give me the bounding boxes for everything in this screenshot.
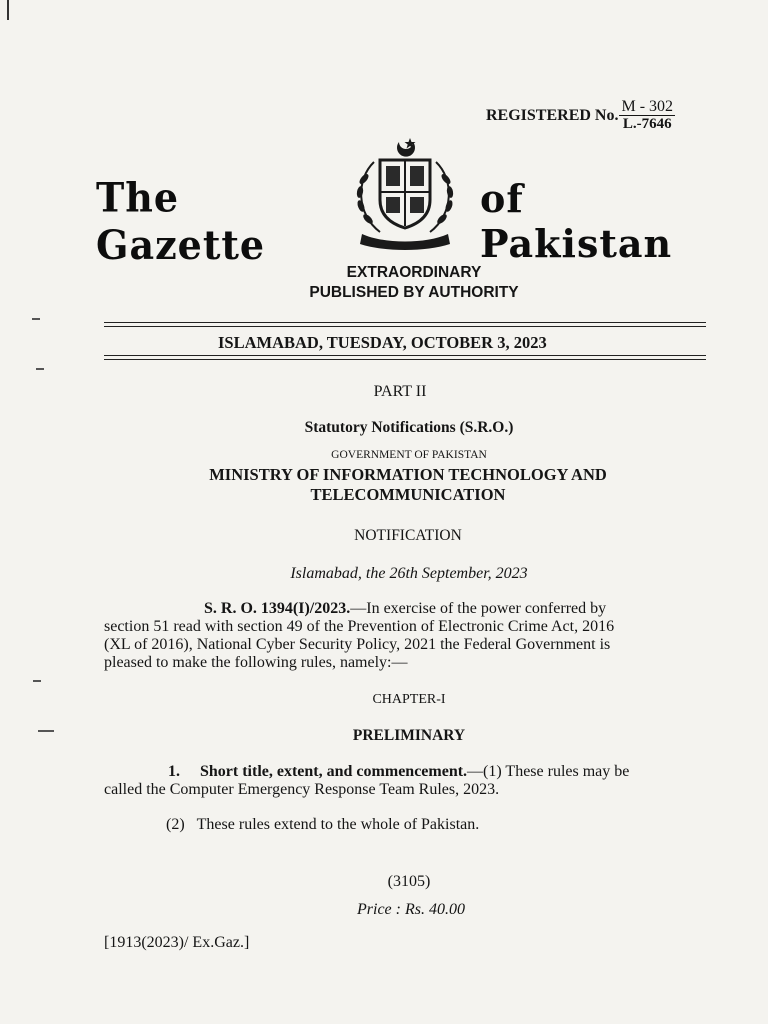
registered-number: [486, 99, 675, 132]
sro-paragraph: [104, 600, 716, 672]
page-number: (3105): [387, 873, 431, 890]
registered-number-top: M - 302: [621, 98, 674, 115]
extraordinary-label: EXTRAORDINARY: [346, 264, 482, 281]
margin-speck: [33, 680, 41, 682]
rule-1-subsection-2-text: These rules extend to the whole of Pakistan.: [196, 816, 480, 833]
preliminary-heading: PRELIMINARY: [352, 727, 466, 744]
place-date: Islamabad, the 26th September, 2023: [290, 565, 528, 582]
dateline: ISLAMABAD, TUESDAY, OCTOBER 3, 2023: [218, 333, 547, 352]
sro-line-2: section 51 read with section 49 of the Prevention of Electronic Crime Act, 2016: [104, 618, 615, 635]
rule-1-line-1: [104, 763, 716, 781]
chapter-heading: CHAPTER-I: [372, 692, 446, 707]
margin-mark: [7, 0, 9, 20]
sro-line-4: pleased to make the following rules, namely:—: [104, 654, 408, 671]
sro-reference: S. R. O. 1394(I)/2023.: [204, 600, 351, 617]
masthead-right-text: of Pakistan: [480, 176, 673, 266]
top-rule-1: [104, 322, 706, 323]
sro-line-1: [104, 600, 716, 618]
rule-1-paragraph: [104, 763, 716, 799]
government-label: GOVERNMENT OF PAKISTAN: [331, 449, 487, 461]
ministry-line-1: MINISTRY OF INFORMATION TECHNOLOGY AND: [209, 465, 607, 484]
section-title: Statutory Notifications (S.R.O.): [304, 419, 514, 436]
rule-1-number: 1.: [168, 763, 180, 780]
sro-line-3: (XL of 2016), National Cyber Security Policy, 2021 the Federal Government is: [104, 636, 611, 653]
registered-number-bottom: L.-7646: [622, 116, 672, 132]
registered-label: REGISTERED No.: [486, 106, 619, 124]
rule-1-line-1-text: —(1) These rules may be: [467, 763, 630, 780]
registered-fraction: [619, 99, 675, 132]
bottom-rule-2: [104, 359, 706, 360]
margin-speck: [36, 368, 44, 370]
rule-1-line-2: called the Computer Emergency Response Team Rules, 2023.: [104, 781, 500, 798]
sro-line-1-text: —In exercise of the power conferred by: [350, 600, 607, 617]
masthead-left-text: The Gazette: [96, 173, 266, 269]
published-by-authority-label: PUBLISHED BY AUTHORITY: [309, 284, 519, 301]
notification-heading: NOTIFICATION: [354, 527, 462, 544]
margin-speck: [32, 318, 40, 320]
ministry-line-2: TELECOMMUNICATION: [310, 485, 506, 504]
rule-1-subsection-2: [166, 816, 479, 834]
footer-reference: [1913(2023)/ Ex.Gaz.]: [104, 934, 250, 951]
state-emblem-icon: [344, 134, 466, 254]
margin-speck: [38, 730, 54, 732]
bottom-rule-1: [104, 355, 706, 356]
price: Price : Rs. 40.00: [357, 901, 465, 918]
rule-1-subsection-2-number: (2): [166, 816, 185, 833]
part-heading: PART II: [373, 383, 427, 400]
top-rule-2: [104, 326, 706, 327]
rule-1-heading: Short title, extent, and commencement.: [200, 763, 468, 780]
